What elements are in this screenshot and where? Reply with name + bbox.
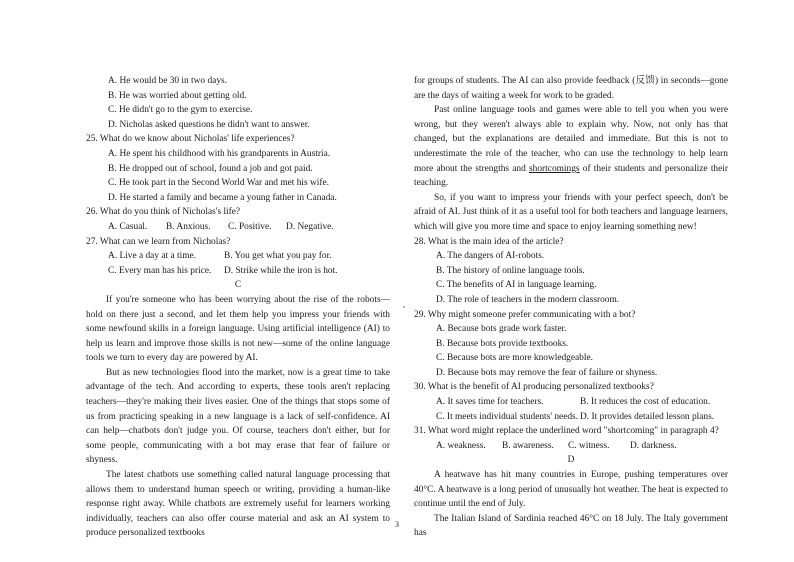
q31-option-a: A. weakness.	[436, 440, 486, 451]
q25-option-b: B. He dropped out of school, found a job and got paid.	[108, 163, 313, 174]
q27-option-d: D. Strike while the iron is hot.	[224, 265, 338, 276]
q26-option-c: C. Positive.	[228, 221, 272, 232]
q27-stem: 27. What can we learn from Nicholas?	[86, 236, 231, 247]
q30-option-a: A. It saves time for teachers.	[436, 397, 544, 408]
passage-c-paragraph-3-continued: for groups of students. The AI can also provide feedback (反馈) in seconds—gone are the days of waiting a week for work to be graded.	[414, 76, 728, 101]
q25-option-c: C. He took part in the Second World War and met his wife.	[108, 178, 330, 189]
underlined-word-shortcomings: shortcomings	[529, 163, 580, 174]
q27-options-row2	[86, 264, 390, 279]
q28-option-c: C. The benefits of AI in language learning.	[436, 280, 597, 291]
paragraph-4-text-b: of their students and personalize their teaching.	[414, 163, 728, 189]
paragraph-4-text-a: Past online language tools and games were able to tell you when you were wrong, but they weren't always able to explain why. Now, not only has that changed, but the explanations are detailed and immediate. But this is not to underestimate the role of the teacher, who can use the technology to help learn more about the strengths and	[414, 105, 728, 174]
section-c-heading: C	[234, 280, 242, 291]
q30-options-row2	[414, 410, 728, 425]
q26-option-d: D. Negative.	[286, 221, 334, 232]
stray-mark: ,	[403, 300, 405, 309]
q30-stem: 30. What is the benefit of AI producing personalized textbooks?	[414, 382, 654, 393]
q26-stem: 26. What do you think of Nicholas's life?	[86, 207, 241, 218]
q31-options	[414, 439, 728, 454]
q26-option-b: B. Anxious.	[166, 221, 211, 232]
q31-option-c: C. witness.	[568, 440, 610, 451]
passage-c-paragraph-1: If you're someone who has been worrying about the rise of the robots—hold on there just a second, and let them help you impress your friends with some newfound skills in a foreign language. Using artificial intelligence (AI) to help us learn and improve those skills is not new—some of the online language tools we turn to every day are powered by AI.	[86, 294, 390, 364]
q30-option-c: C. It meets individual students' needs.	[436, 411, 579, 422]
q29-stem: 29. Why might someone prefer communicating with a bot?	[414, 309, 636, 320]
passage-d-paragraph-1: A heatwave has hit many countries in Europe, pushing temperatures over 40°C. A heatwave is a long period of unusually hot weather. The heat is expected to continue until the end of July.	[414, 470, 728, 510]
q29-option-c: C. Because bots are more knowledgeable.	[436, 353, 593, 364]
q24-option-a: A. He would be 30 in two days.	[108, 76, 227, 86]
q28-option-b: B. The history of online language tools.	[436, 265, 585, 276]
q25-option-d: D. He started a family and became a young father in Canada.	[108, 192, 337, 203]
q31-option-d: D. darkness.	[630, 440, 677, 451]
passage-c-paragraph-2: But as new technologies flood into the market, now is a great time to take advantage of the tech. And according to experts, these tools aren't replacing teachers—they're making their lives easier. One of the things that stops some of us from practicing speaking in a new language is a lack of self-confidence. AI can help—chatbots don't judge you. Of course, teachers don't either, but for some people, communicating with a bot may erase that fear of failure or shyness.	[86, 367, 390, 466]
q31-option-b: B. awareness.	[502, 440, 554, 451]
q27-option-a: A. Live a day at a time.	[108, 251, 196, 262]
q26-options	[86, 220, 390, 235]
passage-d-paragraph-2: The Italian Island of Sardinia reached 46°C on 18 July. The Italy government has	[414, 513, 728, 539]
right-column	[414, 74, 728, 541]
passage-c-paragraph-4	[414, 103, 728, 191]
q26-option-a: A. Casual.	[108, 221, 148, 232]
q30-options-row1	[414, 395, 728, 410]
q28-option-d: D. The role of teachers in the modern classroom.	[436, 294, 620, 305]
q27-option-b: B. You get what you pay for.	[224, 251, 332, 262]
q24-option-b: B. He was worried about getting old.	[108, 90, 247, 101]
q29-option-b: B. Because bots provide textbooks.	[436, 338, 569, 349]
passage-c-paragraph-5: So, if you want to impress your friends with your perfect speech, don't be afraid of AI. Just think of it as a useful tool for both teachers and language learners, which will give you more time and space to enjoy learning something new!	[414, 192, 728, 232]
q24-option-d: D. Nicholas asked questions he didn't want to answer.	[108, 119, 310, 130]
q31-stem: 31. What word might replace the underlined word "shortcoming" in paragraph 4?	[414, 426, 719, 437]
passage-c-paragraph-3: The latest chatbots use something called natural language processing that allows them to understand human speech or writing, providing a human-like response right away. While chatbots are extremely useful for learners working individually, teachers can also offer course material and ask an AI system to produce personalized textbooks	[86, 470, 390, 539]
q25-stem: 25. What do we know about Nicholas' life experiences?	[86, 134, 295, 145]
q28-option-a: A. The dangers of AI-robots.	[436, 251, 545, 262]
q30-option-b: B. It reduces the cost of education.	[580, 397, 711, 408]
left-column	[86, 74, 390, 541]
section-d-heading: D	[567, 455, 575, 466]
q27-options-row1	[86, 249, 390, 264]
page-number: 3	[395, 520, 399, 529]
q28-stem: 28. What is the main idea of the article?	[414, 236, 564, 247]
q25-option-a: A. He spent his childhood with his grandparents in Austria.	[108, 148, 331, 159]
q24-option-c: C. He didn't go to the gym to exercise.	[108, 105, 253, 116]
q30-option-d: D. It provides detailed lesson plans.	[580, 411, 715, 422]
q29-option-a: A. Because bots grade work faster.	[436, 324, 567, 335]
q29-option-d: D. Because bots may remove the fear of failure or shyness.	[436, 367, 658, 378]
q27-option-c: C. Every man has his price.	[108, 265, 212, 276]
